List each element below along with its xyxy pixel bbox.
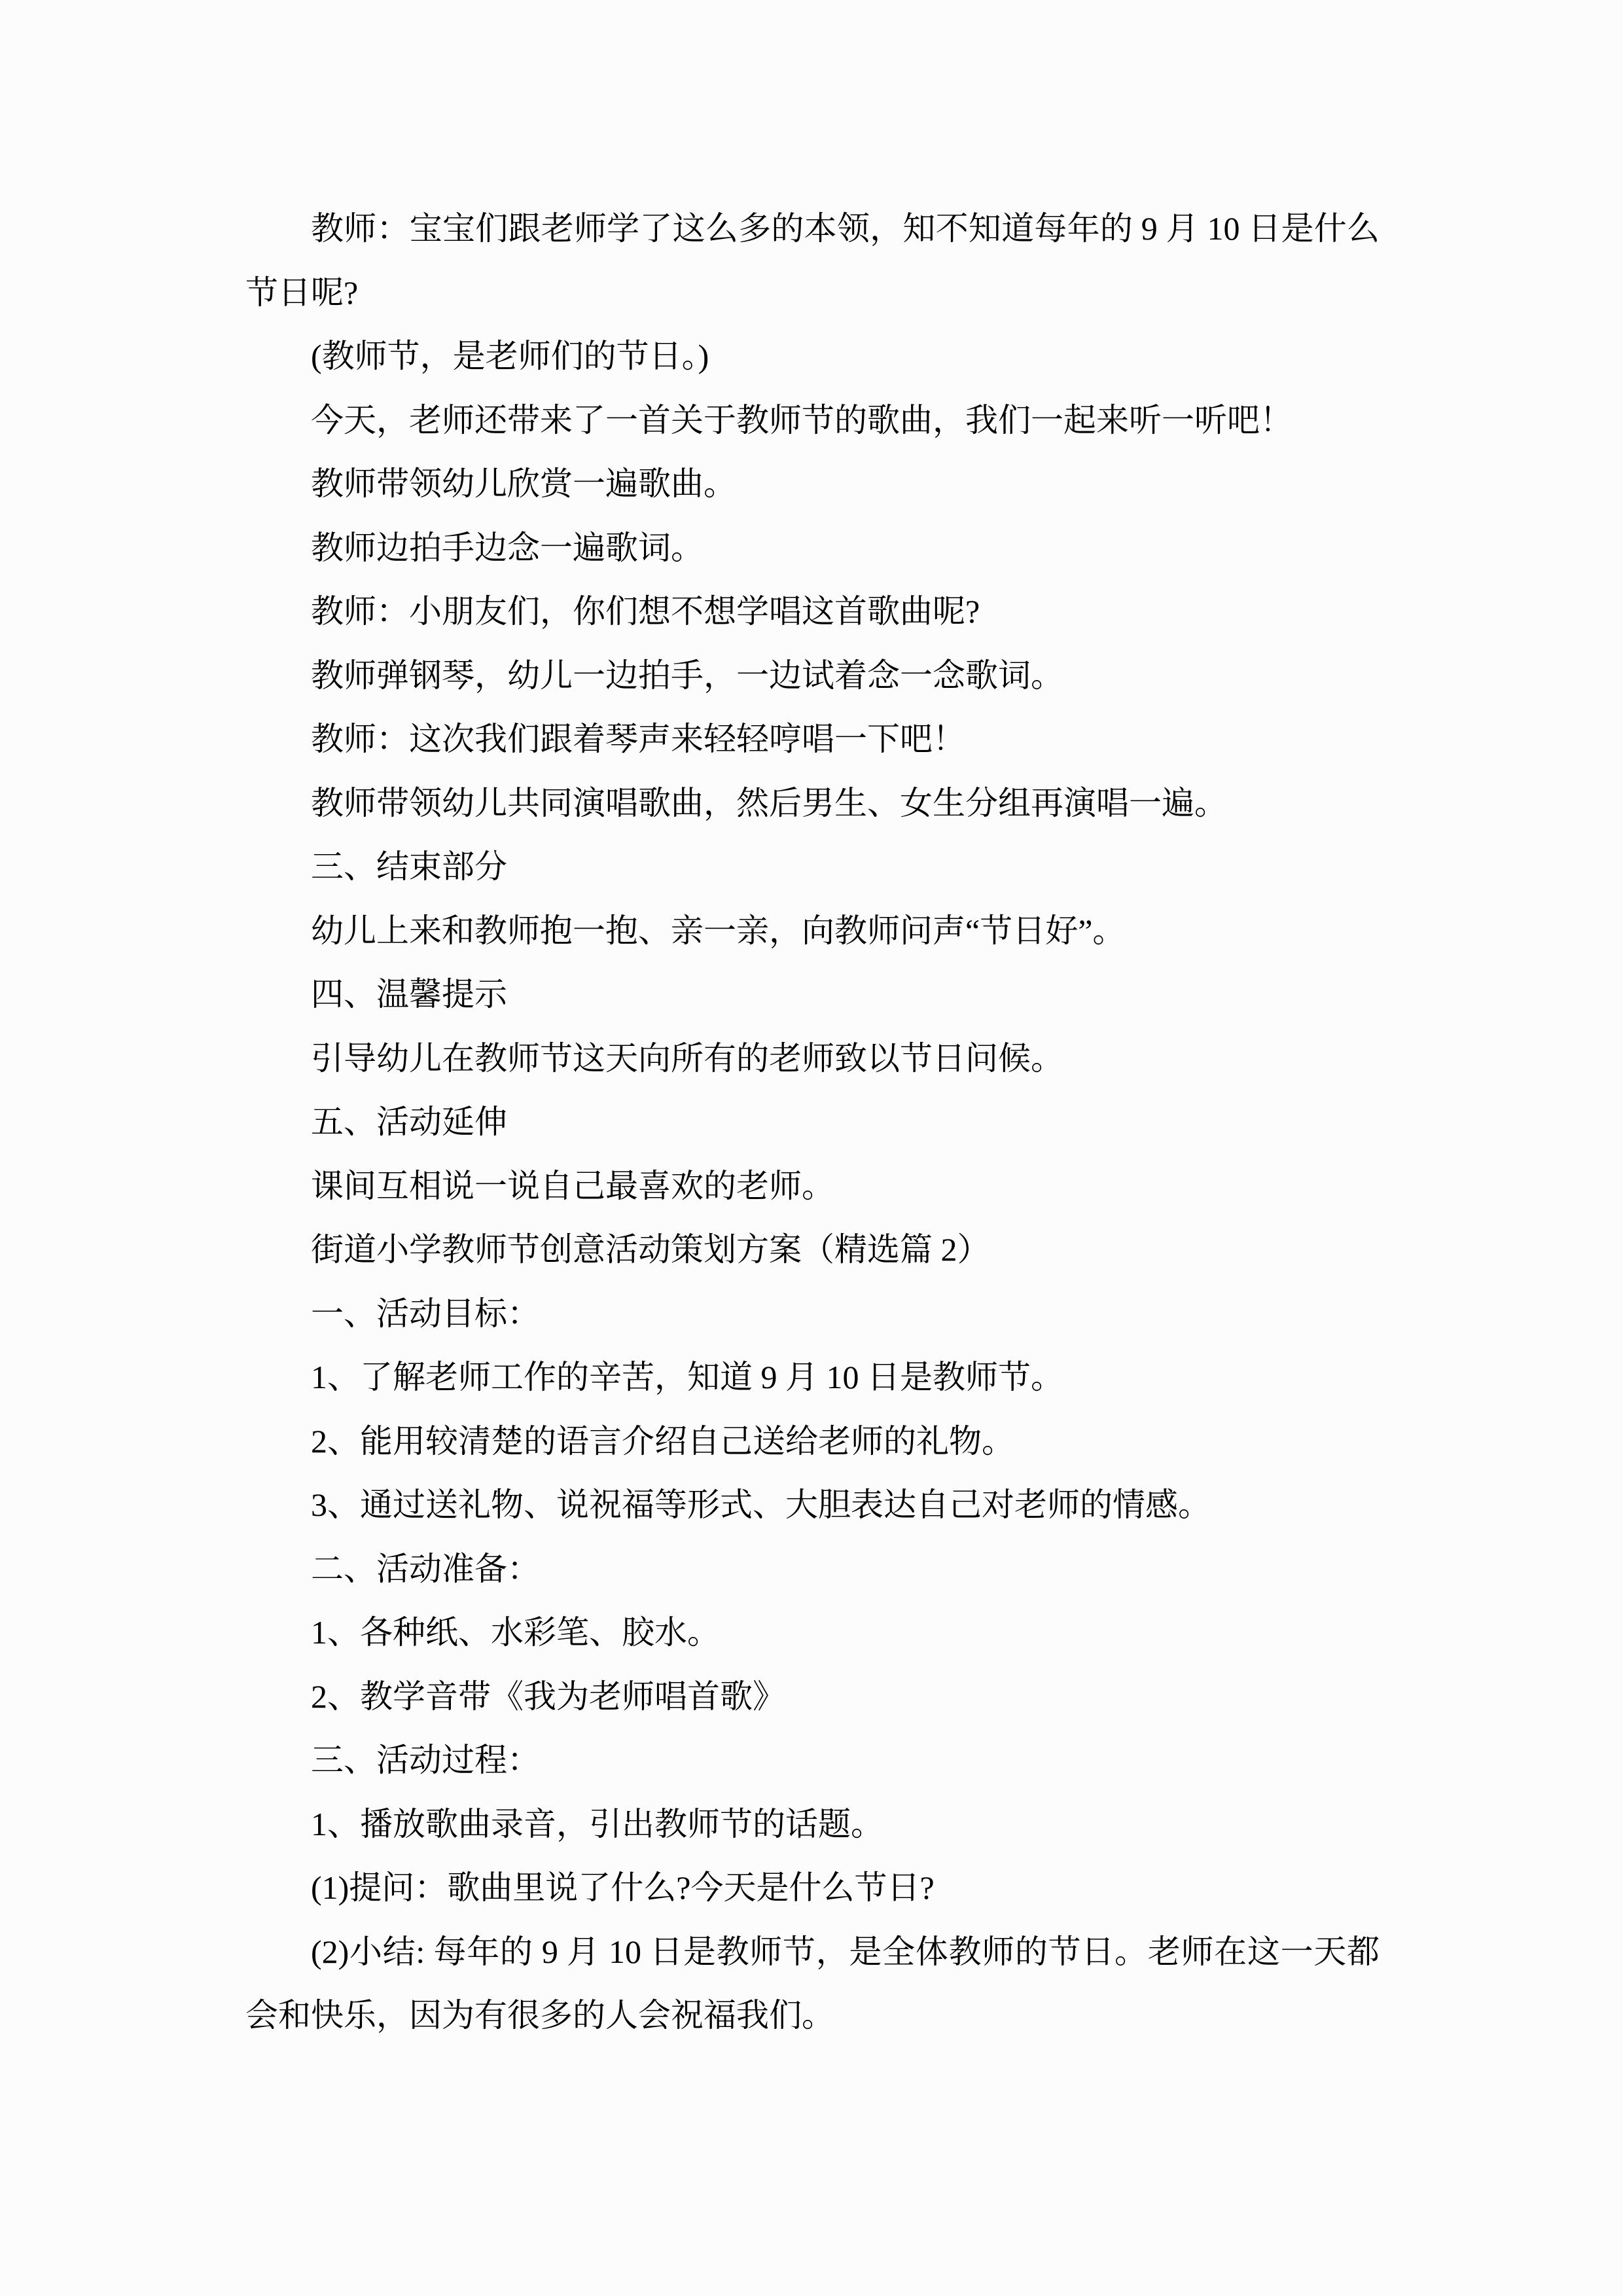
paragraph: 引导幼儿在教师节这天向所有的老师致以节日问候。 <box>311 1039 1063 1077</box>
paragraph: 教师带领幼儿共同演唱歌曲，然后男生、女生分组再演唱一遍。 <box>311 784 1227 821</box>
section-heading: 一、活动目标： <box>311 1295 540 1332</box>
list-item: 3、通过送礼物、说祝福等形式、大胆表达自己对老师的情感。 <box>311 1486 1211 1523</box>
list-item: 1、各种纸、水彩笔、胶水。 <box>311 1614 720 1651</box>
plan-title: 街道小学教师节创意活动策划方案（精选篇 2） <box>311 1231 990 1268</box>
list-item: (1)提问：歌曲里说了什么?今天是什么节日? <box>311 1869 935 1906</box>
section-heading: 二、活动准备： <box>311 1550 540 1587</box>
list-item: 1、播放歌曲录音，引出教师节的话题。 <box>311 1805 883 1842</box>
section-heading: 三、活动过程： <box>311 1742 540 1778</box>
paragraph: 教师：小朋友们，你们想不想学唱这首歌曲呢? <box>311 593 980 630</box>
paragraph: 教师带领幼儿欣赏一遍歌曲。 <box>311 465 736 502</box>
paragraph: 课间互相说一说自己最喜欢的老师。 <box>311 1167 834 1204</box>
paragraph: 幼儿上来和教师抱一抱、亲一亲，向教师问声“节日好”。 <box>311 912 1126 949</box>
list-item: (2)小结: 每年的 9 月 10 日是教师节，是全体教师的节日。老师在这一天都会和快乐，因为有很多的人会祝福我们。 <box>245 1933 1380 2034</box>
paragraph: 教师边拍手边念一遍歌词。 <box>311 529 704 566</box>
section-heading: 四、温馨提示 <box>311 976 507 1013</box>
list-item: 2、能用较清楚的语言介绍自己送给老师的礼物。 <box>311 1422 1014 1460</box>
section-heading: 三、结束部分 <box>311 848 507 885</box>
paragraph: 教师：宝宝们跟老师学了这么多的本领，知不知道每年的 9 月 10 日是什么节日呢? <box>245 210 1380 311</box>
paragraph: 教师：这次我们跟着琴声来轻轻哼唱一下吧！ <box>311 721 965 757</box>
section-heading: 五、活动延伸 <box>311 1103 507 1140</box>
list-item: 2、教学音带《我为老师唱首歌》 <box>311 1677 785 1715</box>
paragraph: 今天，老师还带来了一首关于教师节的歌曲，我们一起来听一听吧！ <box>311 401 1293 439</box>
list-item: 1、了解老师工作的辛苦，知道 9 月 10 日是教师节。 <box>311 1359 1063 1395</box>
paragraph: 教师弹钢琴，幼儿一边拍手，一边试着念一念歌词。 <box>311 656 1063 694</box>
paragraph: (教师节，是老师们的节日。) <box>311 338 709 374</box>
